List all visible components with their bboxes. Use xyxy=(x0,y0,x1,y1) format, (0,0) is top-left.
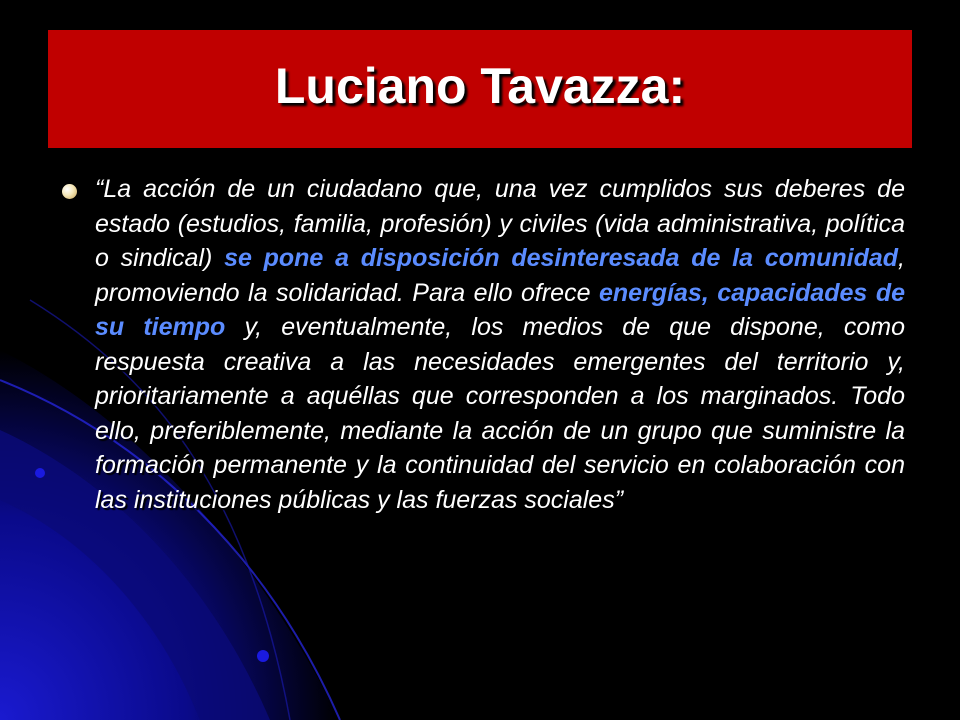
quote-part: y, eventualmente, los medios de que dispone, como respuesta creativa a las necesidades emergentes del territorio y, prioritariamente a aquéllas que corresponden a los marginados. Todo ello, preferiblemente, mediante la acción de un grupo que suministre la formación permanente y la continuidad del servicio en colaboración con las instituciones públicas y las fuerzas sociales” xyxy=(95,313,905,514)
title-bar xyxy=(48,30,912,148)
blue-dot-decoration xyxy=(257,650,269,662)
quote-text xyxy=(95,172,905,517)
blue-dot-decoration xyxy=(35,468,45,478)
quote-highlight: se pone a disposición desinteresada de la comunidad xyxy=(224,244,899,272)
quote-part: , promoviendo la solidaridad. Para ello ofrece xyxy=(95,244,905,307)
slide-title: Luciano Tavazza: xyxy=(274,58,686,114)
quote-part: “La acción de un ciudadano que, una vez cumplidos sus deberes de estado (estudios, familia, profesión) y civiles (vida administrativa, política o sindical) xyxy=(95,175,905,272)
gold-sphere-bullet-icon xyxy=(62,184,77,199)
quote-highlight: energías, capacidades de su tiempo xyxy=(95,278,905,341)
